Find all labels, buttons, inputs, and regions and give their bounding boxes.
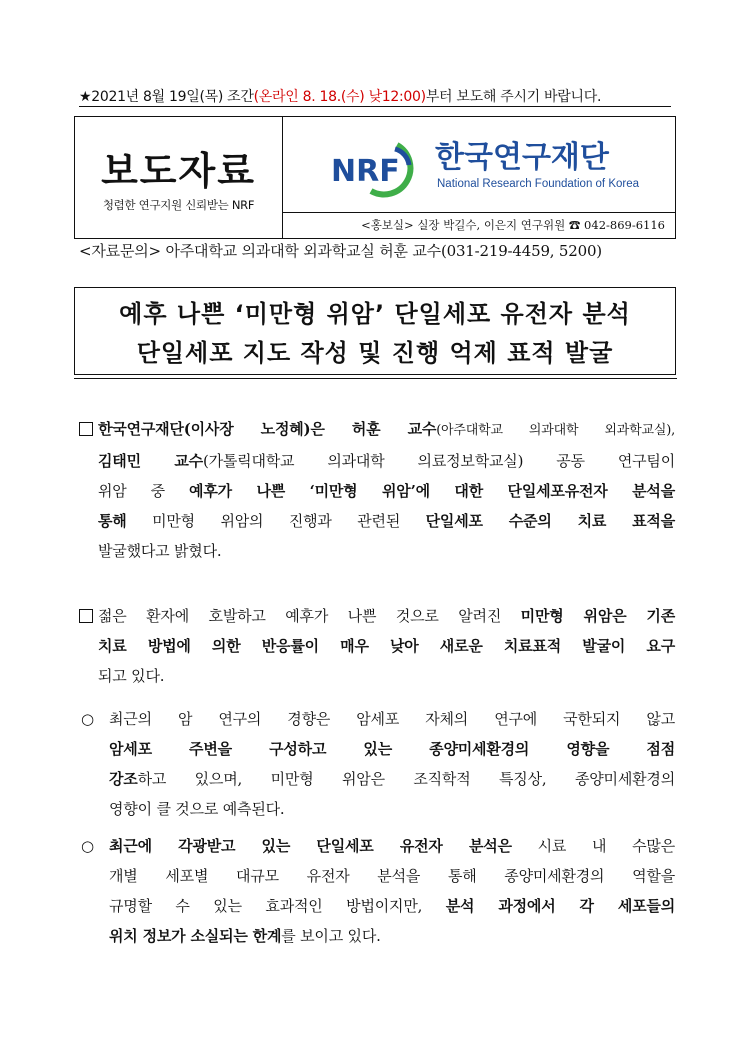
- headline-line-1: 예후 나쁜 ‘미만형 위암’ 단일세포 유전자 분석: [119, 300, 631, 328]
- p1-line-4: [98, 506, 675, 536]
- s1-line-1: 최근의 암 연구의 경향은 암세포 자체의 연구에 국한되지 않고: [109, 710, 675, 728]
- nrf-logo: [331, 129, 651, 201]
- s1-l3-bold: 강조: [109, 770, 138, 788]
- p2-l1-normal: 젊은 환자에 호발하고 예후가 나쁜 것으로 알려진: [98, 607, 521, 625]
- s2-l3-normal: 규명할 수 있는 효과적인 방법이지만,: [109, 897, 446, 915]
- sub-point-2-lines: [109, 831, 675, 951]
- contact-divider: [283, 212, 675, 213]
- org-name-en: National Research Foundation of Korea: [437, 178, 640, 190]
- p1-l4-normal: 미만형 위암의 진행과 관련된: [126, 512, 426, 530]
- embargo-notice: [79, 86, 671, 106]
- s2-line-2: 개별 세포별 대규모 유전자 분석을 통해 종양미세환경의 역할을: [109, 867, 675, 885]
- p1-l2-normal: (가톨릭대학교 의과대학 의료정보학교실) 공동 연구팀이: [202, 452, 675, 470]
- circle-bullet: ○: [81, 710, 94, 728]
- paragraph-1-lines: [98, 414, 675, 566]
- s1-line-2: 암세포 주변을 구성하고 있는 종양미세환경의 영향을 점점: [109, 740, 675, 758]
- s2-line-1: [109, 831, 675, 861]
- p2-l1-bold: 미만형 위암은 기존: [520, 607, 676, 625]
- inquiry-contact: <자료문의> 아주대학교 의과대학 외과학교실 허훈 교수(031-219-4459, 5200): [79, 242, 602, 260]
- s2-line-3: [109, 891, 675, 921]
- p2-line-3: 되고 있다.: [98, 667, 165, 685]
- press-label-cell: [75, 117, 283, 238]
- p1-l1-bold: 한국연구재단(이사장 노정혜)은 허훈 교수: [98, 420, 437, 438]
- circle-bullet: ○: [81, 837, 94, 855]
- s1-line-4: 영향이 클 것으로 예측된다.: [109, 800, 285, 818]
- s1-line-3: [109, 764, 675, 794]
- embargo-suffix: 부터 보도해 주시기 바랍니다.: [425, 89, 602, 105]
- press-release-label: 보도자료: [101, 149, 256, 193]
- s2-line-4: [109, 921, 675, 951]
- p1-l4-bold-b: 단일세포 수준의 치료 표적을: [425, 512, 675, 530]
- org-name-ko: 한국연구재단: [435, 140, 609, 175]
- pr-contact: <홍보실> 실장 박길수, 이은지 연구위원 ☎ 042-869-6116: [361, 218, 665, 232]
- s2-l1-normal: 시료 내 수많은: [511, 837, 675, 855]
- sub-point-1-lines: [109, 704, 675, 824]
- s2-l1-bold: 최근에 각광받고 있는 단일세포 유전자 분석은: [109, 837, 512, 855]
- paragraph-2-lines: [98, 601, 675, 691]
- press-header: [74, 116, 676, 239]
- embargo-prefix: ★2021년 8월 19일(목) 조간: [79, 89, 254, 105]
- logo-nrf-text: NRF: [331, 154, 400, 189]
- p1-line-1: [98, 414, 675, 446]
- p2-line-1: [98, 601, 675, 631]
- p1-l4-bold-a: 통해: [98, 512, 127, 530]
- headline-box: [74, 287, 676, 375]
- s2-l4-bold: 위치 정보가 소실되는 한계: [109, 927, 282, 945]
- p1-l1-normal: (아주대학교 의과대학 외과학교실),: [436, 423, 675, 438]
- p1-line-5: 발굴했다고 밝혔다.: [98, 542, 222, 560]
- p1-l3-normal: 위암 중: [98, 482, 190, 500]
- embargo-underline: [79, 106, 671, 107]
- square-bullet: [79, 414, 99, 444]
- s2-l4-normal: 를 보이고 있다.: [281, 927, 381, 945]
- embargo-online-time: (온라인 8. 18.(수) 낮12:00): [253, 89, 426, 105]
- s1-l3-normal: 하고 있으며, 미만형 위암은 조직학적 특징상, 종양미세환경의: [137, 770, 675, 788]
- p1-line-3: [98, 476, 675, 506]
- p2-line-2: 치료 방법에 의한 반응률이 매우 낮아 새로운 치료표적 발굴이 요구: [98, 637, 675, 655]
- p1-line-2: [98, 446, 675, 476]
- org-cell: [283, 117, 675, 238]
- p1-l3-bold: 예후가 나쁜 ‘미만형 위암’에 대한 단일세포유전자 분석을: [189, 482, 675, 500]
- press-tagline: 청렴한 연구지원 신뢰받는 NRF: [102, 198, 255, 212]
- square-bullet: [79, 601, 99, 631]
- headline-line-2: 단일세포 지도 작성 및 진행 억제 표적 발굴: [136, 339, 614, 367]
- p1-l2-bold: 김태민 교수: [98, 452, 203, 470]
- s2-l3-bold: 분석 과정에서 각 세포들의: [445, 897, 675, 915]
